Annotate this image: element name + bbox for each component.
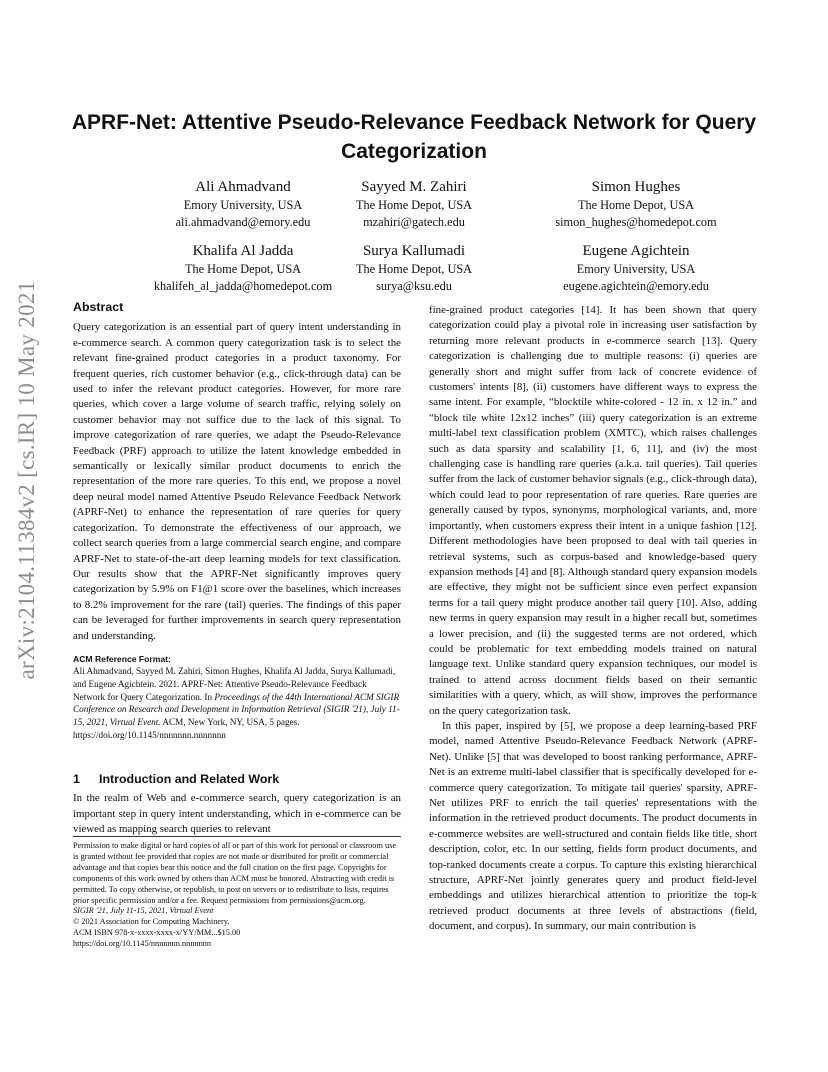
abstract-text: Query categorization is an essential part of query intent understanding in e-commerce search. A common query categorization task is to select the relevant fine-grained product categories in a product taxonomy. For frequent queries, rich customer behavior (e.g., click-through data) can be used to infer the relevant product categories. However, for more rare queries, which cover a large volume of search traffic, relying solely on customer behavior may not suffice due to the lack of this signal. To improve categorization of rare queries, we adapt the Pseudo-Relevance Feedback (PRF) approach to utilize the latent knowledge embedded in semantically or lexically similar product documents to enrich the representation of the more rare queries. To this end, we propose a novel deep neural model named Attentive Pseudo Relevance Feedback Network (APRF-Net) to enhance the representation of rare queries for query categorization. To demonstrate the effectiveness of our approach, we collect search queries from a large commercial search engine, and compare APRF-Net to state-of-the-art deep learning models for text classification. Our results show that the APRF-Net significantly improves query categorization by 5.9% on F1@1 score over the baselines, which increases to 8.2% improvement for the rare (tail) queries. The findings of this paper can be leveraged for further improvements in search query representation and understanding. (73, 321, 401, 642)
author-name: Surya Kallumadi (362, 243, 466, 259)
arxiv-identifier-stamp (5, 280, 49, 680)
author-5 (289, 241, 539, 294)
author-name: Ali Ahmadvand (195, 179, 291, 195)
acm-reference-text (73, 665, 401, 742)
author-2 (289, 177, 539, 230)
author-email: mzahiri@gatech.edu (363, 214, 465, 229)
author-name: Simon Hughes (591, 179, 681, 195)
author-email: surya@ksu.edu (376, 278, 452, 293)
author-affiliation: The Home Depot, USA (184, 262, 302, 276)
author-email: simon_hughes@homedepot.com (555, 214, 717, 229)
author-name: Sayyed M. Zahiri (361, 179, 467, 195)
section-number: 1 (73, 771, 80, 786)
conference-venue: SIGIR '21, July 11-15, 2021, Virtual Event (73, 906, 214, 916)
permission-footnote (73, 836, 401, 950)
right-column (429, 303, 757, 935)
author-name: Eugene Agichtein (582, 243, 690, 259)
author-affiliation: Emory University, USA (183, 198, 303, 212)
author-email: eugene.agichtein@emory.edu (563, 278, 709, 293)
acm-reference-venue: Proceedings of the 44th International ACM SIGIR Conference on Research and Development in Information Retrieval (SIGIR '21), July 11-15, 2021, Virtual Event. (73, 691, 400, 728)
permission-notice: Permission to make digital or hard copies of all or part of this work for personal or classroom use is granted without fee provided that copies are not made or distributed for profit or commercial advantage and that copies bear this notice and the full citation on the first page. Copyrights for components of this work owned by others than ACM must be honored. Abstracting with credit is permitted. To copy otherwise, or republish, to post on servers or to redistribute to lists, requires prior specific permission and/or a fee. Request permissions from permissions@acm.org. (73, 841, 397, 905)
acm-reference-authors: Ali Ahmadvand, Sayyed M. Zahiri, Simon Hughes, Khalifa Al Jadda, Surya Kallumadi, and Eugene Agichtein. 2021. APRF-Net: Attentive Pseudo-Relevance Feedback Network for Query Categorization. In (73, 665, 396, 702)
abstract-heading: Abstract (73, 300, 124, 314)
acm-reference-heading: ACM Reference Format: (73, 653, 171, 664)
isbn-line: ACM ISBN 978-x-xxxx-xxxx-x/YY/MM...$15.00 (73, 928, 241, 938)
author-3 (511, 177, 761, 230)
author-affiliation: The Home Depot, USA (577, 198, 695, 212)
author-6 (511, 241, 761, 294)
intro-section-heading (73, 772, 401, 787)
intro-paragraph: In the realm of Web and e-commerce search, query categorization is an important step in query intent understanding, which in e-commerce can be viewed as mapping search queries to relevant (73, 792, 401, 835)
intro-paragraph-continued: fine-grained product categories [14]. It has been shown that query categorization could play a pivotal role in increasing user satisfaction by returning more relevant products in e-commerce search [13]. Query categorization is challenging due to multiple reasons: (i) queries are generally short and might suffer from lack of concrete evidence of customers' intents [8], (ii) customers have different ways to express the same intent. For example, “blocktile white-colored - 12 in. x 12 in.” and “block tile white 12x12 inches” (iii) query categorization is an extreme multi-label text classification problem (XMTC), which raises challenges such as data sparsity and scalability [1, 6, 11], and (iv) the most challenging case is handling rare queries (a.k.a. tail queries). Tail queries suffer from the lack of customer behavior signals (e.g., click-through data), which could lead to poor representation of rare queries. Rare queries are generally caused by typos, synonyms, morphological variants, and, more importantly, when customers express their intent in a unique fashion [12]. Different methodologies have been proposed to deal with tail queries in retrieval systems, such as corpus-based and knowledge-based query expansion methods [4] and [8]. Although standard query expansion models are effective, they might not be sufficient since even perfect expansion terms for a tail query might produce another tail query [10]. Also, adding new terms in query expansion may result in a higher recall but, sometimes a lower precision, and (ii) the suggested terms are not ordered, which could be problematic for text embedding models trained on natural language text. Unlike standard query expansion techniques, our model is trained to attend across document fields based on their semantic similarities with a query, which, as will show, improves the performance on the query categorization task. (429, 304, 757, 717)
author-affiliation: The Home Depot, USA (355, 198, 473, 212)
author-email: ali.ahmadvand@emory.edu (175, 214, 311, 229)
acm-reference-doi: ACM, New York, NY, USA, 5 pages. https://doi.org/10.1145/nnnnnnn.nnnnnnn (73, 717, 300, 740)
author-affiliation: The Home Depot, USA (355, 262, 473, 276)
left-column (73, 300, 401, 837)
author-email: khalifeh_al_jadda@homedepot.com (153, 278, 333, 293)
author-affiliation: Emory University, USA (576, 262, 696, 276)
doi-line: https://doi.org/10.1145/nnnnnnn.nnnnnnn (73, 939, 212, 949)
arxiv-id-text: arXiv:2104.11384v2 [cs.IR] 10 May 2021 (14, 280, 39, 680)
copyright-line: © 2021 Association for Computing Machinery. (73, 917, 230, 927)
section-title: Introduction and Related Work (99, 771, 280, 786)
paper-title: APRF-Net: Attentive Pseudo-Relevance Feedback Network for Query Categorization (71, 111, 757, 163)
author-name: Khalifa Al Jadda (192, 243, 294, 259)
intro-paragraph-aprf: In this paper, inspired by [5], we propose a deep learning-based PRF model, named Attentive Pseudo-Relevance Feedback Network (APRF-Net). Unlike [5] that was developed to boost ranking performance, APRF-Net is an extreme multi-label classifier that is specifically developed for e-commerce query categorization. To mitigate tail queries' sparsity, APRF-Net utilizes PRF to enrich the tail queries' representations with the information in the retrieved product documents. The product documents in e-commerce websites are well-structured and contain fields like title, short description, color, etc. In our setting, fields form product documents, and top-ranked documents create a corpus. To capture this existing hierarchical structure, APRF-Net jointly generates query and product field-level embeddings and utilizes hierarchical attention to prioritize the top-k retrieved product documents at three levels of abstractions (field, document, and corpus). In summary, our main contribution is (429, 719, 757, 933)
